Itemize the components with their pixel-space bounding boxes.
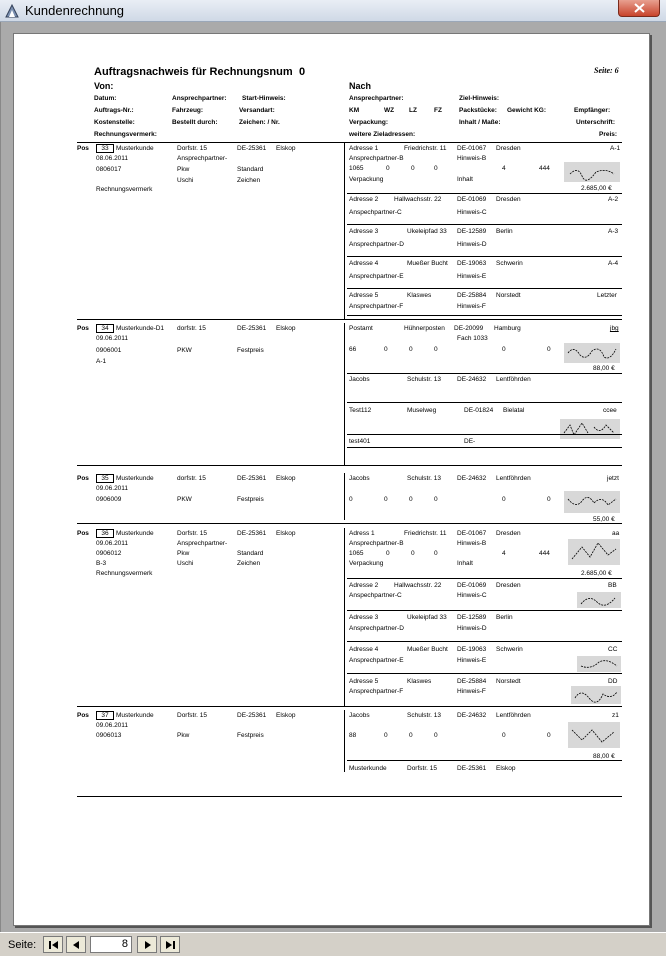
order-date: 09.06.2011: [96, 335, 129, 342]
reference-sign: Zeichen: [237, 560, 261, 567]
dest-plz: DE-12589: [457, 614, 487, 621]
next-page-icon: [142, 940, 153, 950]
pos-number: 35: [96, 474, 114, 483]
app-icon: [5, 4, 19, 18]
last-page-button[interactable]: [160, 936, 180, 953]
extra-code: B-3: [96, 560, 107, 567]
dest-street: Muselweg: [407, 407, 437, 414]
nach-heading: Nach: [349, 81, 372, 91]
dest-contact: Ansprechpartner-F: [349, 303, 404, 310]
order-date: 09.06.2011: [96, 540, 129, 547]
previous-page-icon: [71, 940, 82, 950]
dest-plz: DE-19063: [457, 646, 487, 653]
hdr-ziel-hinweis: Ziel-Hinweis:: [459, 95, 500, 102]
report-page: [13, 33, 650, 926]
close-icon: [634, 3, 645, 13]
hdr-unterschrift: Unterschrift:: [576, 119, 616, 126]
shipping-type: Standard: [237, 550, 264, 557]
weight-value: 0: [547, 496, 551, 503]
price-value: 2.685,00 €: [581, 185, 612, 192]
dest-contact: Ansprechpartner-F: [349, 688, 404, 695]
dest-code: aa: [612, 530, 620, 537]
dest-city: Lentföhrden: [496, 712, 531, 719]
dest-street: Friedrichstr. 11: [404, 530, 447, 537]
hdr-start-hinweis: Start-Hinweis:: [242, 95, 286, 102]
signature-image: [564, 491, 620, 513]
order-date: 09.06.2011: [96, 485, 129, 492]
dest-hint: Hinweis-C: [457, 592, 487, 599]
customer-city: Elskop: [276, 530, 296, 537]
order-number: 0906009: [96, 496, 122, 503]
hdr-zeichen: Zeichen: / Nr.: [239, 119, 280, 126]
pos-divider: [77, 465, 622, 466]
dest-name: test401: [349, 438, 371, 445]
previous-page-button[interactable]: [66, 936, 86, 953]
row-divider: [347, 578, 622, 579]
vehicle: PKW: [177, 496, 192, 503]
first-page-button[interactable]: [43, 936, 63, 953]
km-value: 1065: [349, 165, 364, 172]
dest-city: Lentföhrden: [496, 475, 531, 482]
wz-value: 0: [384, 346, 388, 353]
navigation-bar: [0, 932, 666, 956]
dest-street: Ukeleipfad 33: [407, 614, 447, 621]
dest-street: Mueßer Bucht: [407, 260, 448, 267]
dest-hint: Hinweis-D: [457, 241, 487, 248]
customer-plz: DE-25361: [237, 145, 267, 152]
dest-city: Dresden: [496, 196, 521, 203]
dest-plz: DE-25884: [457, 292, 487, 299]
dest-name: Adresse 2: [349, 582, 379, 589]
ordered-by: Uschi: [177, 177, 194, 184]
dest-city: Bielatal: [503, 407, 525, 414]
dest-plz: DE-24632: [457, 712, 487, 719]
row-divider: [347, 434, 622, 435]
row-divider: [347, 447, 622, 448]
customer-street: Dorfstr. 15: [177, 712, 207, 719]
weight-value: 0: [547, 346, 551, 353]
hdr-lz: LZ: [409, 107, 417, 114]
dest-contact: Ansprechpartner-B: [349, 155, 404, 162]
vehicle: Pkw: [177, 732, 190, 739]
hdr-fahrzeug: Fahrzeug:: [172, 107, 204, 114]
lz-value: 0: [411, 550, 415, 557]
dest-city: Dresden: [496, 145, 521, 152]
dest-hint: Hinweis-B: [457, 540, 487, 547]
dest-hint: Hinweis-B: [457, 155, 487, 162]
row-divider: [347, 256, 622, 257]
price-value: 2.685,00 €: [581, 570, 612, 577]
row-divider: [347, 315, 622, 316]
pos-label: Pos: [77, 145, 89, 152]
dest-street: Klaswes: [407, 678, 432, 685]
dest-street: Klaswes: [407, 292, 432, 299]
fz-value: 0: [434, 165, 438, 172]
vehicle: Pkw: [177, 550, 190, 557]
dest-plz: DE-19063: [457, 260, 487, 267]
customer-name: Musterkunde: [116, 475, 154, 482]
dest-street: Hühnerposten: [404, 325, 445, 332]
hdr-auftrags-nr: Auftrags-Nr.:: [94, 107, 134, 114]
hdr-weitere: weitere Zieladressen:: [349, 131, 416, 138]
order-date: 09.06.2011: [96, 722, 129, 729]
hdr-versandart: Versandart:: [239, 107, 275, 114]
invoice-note: Rechnungsvermerk: [96, 570, 153, 577]
dest-name: Adresse 1: [349, 145, 379, 152]
wz-value: 0: [384, 496, 388, 503]
dest-code: A-3: [608, 228, 619, 235]
dest-plz: DE-: [464, 438, 476, 445]
dest-hint: Hinweis-E: [457, 273, 487, 280]
row-divider: [347, 402, 622, 403]
dest-name: Jacobs: [349, 475, 370, 482]
dest-name: Adresse 4: [349, 646, 379, 653]
order-number: 0906013: [96, 732, 122, 739]
dest-city: Elskop: [496, 765, 516, 772]
ordered-by: Uschi: [177, 560, 194, 567]
dest-code: jbg: [610, 325, 619, 332]
dest-street: Hallwachsstr. 22: [394, 196, 442, 203]
hdr-gewicht: Gewicht KG:: [507, 107, 547, 114]
dest-contact: Ansprechpartner-D: [349, 241, 404, 248]
dest-name: Adresse 2: [349, 196, 379, 203]
first-page-icon: [48, 940, 59, 950]
dest-hint: Hinweis-C: [457, 209, 487, 216]
dest-city: Norstedt: [496, 678, 521, 685]
price-value: 88,00 €: [593, 365, 615, 372]
dest-contact: Ansprechpartner-E: [349, 273, 404, 280]
customer-street: Dorfstr. 15: [177, 145, 207, 152]
page-number-label: Seite: 6: [594, 66, 619, 75]
customer-plz: DE-25361: [237, 325, 267, 332]
signature-image: [577, 656, 621, 672]
customer-street: Dorfstr. 15: [177, 530, 207, 537]
packages-value: 4: [502, 550, 506, 557]
dest-hint: Hinweis-F: [457, 688, 486, 695]
weight-value: 444: [539, 165, 550, 172]
km-value: 0: [349, 496, 353, 503]
customer-city: Elskop: [276, 475, 296, 482]
fz-value: 0: [434, 550, 438, 557]
hdr-wz: WZ: [384, 107, 395, 114]
row-divider: [347, 288, 622, 289]
pos-label: Pos: [77, 325, 89, 332]
lz-value: 0: [409, 346, 413, 353]
dest-plz: DE-01067: [457, 145, 487, 152]
dest-plz: DE-24632: [457, 475, 487, 482]
column-divider: [344, 473, 345, 520]
weight-value: 444: [539, 550, 550, 557]
customer-plz: DE-25361: [237, 712, 267, 719]
dest-name: Adresse 3: [349, 614, 379, 621]
dest-plz: DE-01824: [464, 407, 494, 414]
packaging-value: Verpackung: [349, 176, 384, 183]
customer-street: dorfstr. 15: [177, 475, 206, 482]
fz-value: 0: [434, 496, 438, 503]
window-title: Kundenrechnung: [25, 3, 125, 18]
dest-name: Musterkunde: [349, 765, 387, 772]
packaging-value: Verpackung: [349, 560, 384, 567]
content-value: Inhalt: [457, 176, 473, 183]
dest-plz: DE-25361: [457, 765, 487, 772]
customer-city: Elskop: [276, 145, 296, 152]
dest-contact: Ansprechpartner-E: [349, 657, 404, 664]
pos-number: 37: [96, 711, 114, 720]
dest-code: A-1: [610, 145, 621, 152]
packages-value: 0: [502, 496, 506, 503]
column-divider: [344, 323, 345, 465]
row-divider: [347, 373, 622, 374]
header-divider: [77, 142, 622, 143]
dest-code: A-4: [608, 260, 619, 267]
dest-name: Jacobs: [349, 376, 370, 383]
dest-name: Adresse 5: [349, 292, 379, 299]
customer-name: Musterkunde-D1: [116, 325, 165, 332]
dest-street: Dorfstr. 15: [407, 765, 437, 772]
dest-contact: Anspechpartner-C: [349, 592, 402, 599]
customer-city: Elskop: [276, 325, 296, 332]
row-divider: [347, 641, 622, 642]
dest-street: Ukeleipfad 33: [407, 228, 447, 235]
dest-plz: DE-25884: [457, 678, 487, 685]
price-value: 88,00 €: [593, 753, 615, 760]
dest-name: Adresse 4: [349, 260, 379, 267]
dest-street: Hallwachsstr. 22: [394, 582, 442, 589]
column-divider: [344, 143, 345, 319]
signature-image: [560, 419, 620, 439]
dest-code: DD: [608, 678, 618, 685]
order-number: 0906001: [96, 347, 122, 354]
vehicle: PKW: [177, 347, 192, 354]
pos-number: 33: [96, 144, 114, 153]
dest-hint: Hinweis-F: [457, 303, 486, 310]
hdr-rechnungsvermerk: Rechnungsvermerk:: [94, 131, 157, 138]
pos-label: Pos: [77, 712, 89, 719]
dest-city: Schwerin: [496, 260, 523, 267]
hdr-inhalt: Inhalt / Maße:: [459, 119, 501, 126]
dest-plz: DE-01069: [457, 196, 487, 203]
signature-image: [564, 343, 620, 363]
dest-contact: Anspechpartner-C: [349, 209, 402, 216]
invoice-note: Rechnungsvermerk: [96, 186, 153, 193]
pos-divider: [77, 523, 622, 524]
dest-city: Berlin: [496, 228, 513, 235]
row-divider: [347, 224, 622, 225]
row-divider: [347, 760, 622, 761]
dest-code: jetzt: [607, 475, 619, 482]
report-end-divider: [77, 796, 622, 797]
hdr-verpackung: Verpackung:: [349, 119, 389, 126]
lz-value: 0: [409, 496, 413, 503]
dest-city: Dresden: [496, 530, 521, 537]
dest-street: Schulstr. 13: [407, 712, 441, 719]
customer-plz: DE-25361: [237, 530, 267, 537]
km-value: 1065: [349, 550, 364, 557]
customer-street: dorfstr. 15: [177, 325, 206, 332]
dest-plz: DE-12589: [457, 228, 487, 235]
price-value: 55,00 €: [593, 516, 615, 523]
packages-value: 0: [502, 732, 506, 739]
dest-name: Jacobs: [349, 712, 370, 719]
row-divider: [347, 610, 622, 611]
shipping-type: Festpreis: [237, 347, 264, 354]
hdr-datum: Datum:: [94, 95, 117, 102]
customer-plz: DE-25361: [237, 475, 267, 482]
wz-value: 0: [384, 732, 388, 739]
contact-person: Ansprechpartner-: [177, 540, 228, 547]
dest-city: Norstedt: [496, 292, 521, 299]
reference-sign: Zeichen: [237, 177, 261, 184]
column-divider: [344, 528, 345, 706]
dest-code: Letzter: [597, 292, 617, 299]
page-number-input[interactable]: 8: [90, 936, 132, 953]
signature-image: [564, 162, 620, 182]
report-viewer[interactable]: [0, 22, 666, 932]
close-button[interactable]: [618, 0, 660, 17]
hdr-ansprechpartner: Ansprechpartner:: [172, 95, 227, 102]
column-divider: [344, 710, 345, 772]
dest-city: Dresden: [496, 582, 521, 589]
pos-divider: [77, 706, 622, 707]
dest-name: Test112: [349, 407, 372, 414]
dest-city: Berlin: [496, 614, 513, 621]
hdr-bestellt-durch: Bestellt durch:: [172, 119, 218, 126]
weight-value: 0: [547, 732, 551, 739]
hdr-kostenstelle: Kostenstelle:: [94, 119, 135, 126]
dest-code: ccee: [603, 407, 617, 414]
dest-street: Schulstr. 13: [407, 475, 441, 482]
lz-value: 0: [411, 165, 415, 172]
shipping-type: Festpreis: [237, 732, 264, 739]
signature-image: [571, 686, 621, 704]
po-box: Fach 1033: [457, 335, 488, 342]
dest-code: BB: [608, 582, 617, 589]
dest-city: Lentföhrden: [496, 376, 531, 383]
dest-street: Mueßer Bucht: [407, 646, 448, 653]
dest-plz: DE-01067: [457, 530, 487, 537]
last-page-icon: [165, 940, 176, 950]
dest-plz: DE-01069: [457, 582, 487, 589]
customer-name: Musterkunde: [116, 530, 154, 537]
invoice-number: 0: [299, 66, 306, 78]
extra-code: A-1: [96, 358, 107, 365]
dest-name: Postamt: [349, 325, 373, 332]
dest-city: Schwerin: [496, 646, 523, 653]
customer-name: Musterkunde: [116, 712, 154, 719]
vehicle: Pkw: [177, 166, 190, 173]
wz-value: 0: [386, 165, 390, 172]
content-value: Inhalt: [457, 560, 473, 567]
dest-name: Adresse 5: [349, 678, 379, 685]
packages-value: 0: [502, 346, 506, 353]
dest-street: Friedrichstr. 11: [404, 145, 447, 152]
pos-number: 36: [96, 529, 114, 538]
von-heading: Von:: [94, 81, 114, 91]
lz-value: 0: [409, 732, 413, 739]
dest-plz: DE-20099: [454, 325, 484, 332]
fz-value: 0: [434, 346, 438, 353]
pos-label: Pos: [77, 530, 89, 537]
dest-hint: Hinweis-D: [457, 625, 487, 632]
wz-value: 0: [386, 550, 390, 557]
km-value: 88: [349, 732, 357, 739]
order-date: 08.06.2011: [96, 155, 129, 162]
page-label: Seite:: [8, 939, 37, 951]
dest-city: Hamburg: [494, 325, 521, 332]
contact-person: Ansprechpartner-: [177, 155, 228, 162]
km-value: 66: [349, 346, 357, 353]
report-title: Auftragsnachweis für Rechnungsnum: [94, 66, 293, 78]
signature-image: [577, 592, 621, 608]
dest-name: Adress 1: [349, 530, 375, 537]
dest-hint: Hinweis-E: [457, 657, 487, 664]
dest-name: Adresse 3: [349, 228, 379, 235]
packages-value: 4: [502, 165, 506, 172]
hdr-fz: FZ: [434, 107, 442, 114]
dest-street: Schulstr. 13: [407, 376, 441, 383]
dest-code: A-2: [608, 196, 619, 203]
pos-number: 34: [96, 324, 114, 333]
dest-code: CC: [608, 646, 618, 653]
hdr-packstuecke: Packstücke:: [459, 107, 497, 114]
hdr-n-ansprechpartner: Ansprechpartner:: [349, 95, 404, 102]
order-number: 0906012: [96, 550, 122, 557]
order-number: 0806017: [96, 166, 122, 173]
shipping-type: Standard: [237, 166, 264, 173]
hdr-km: KM: [349, 107, 360, 114]
dest-contact: Ansprechpartner-D: [349, 625, 404, 632]
signature-image: [568, 722, 620, 748]
shipping-type: Festpreis: [237, 496, 264, 503]
signature-image: [568, 539, 620, 565]
dest-contact: Ansprechpartner-B: [349, 540, 404, 547]
hdr-preis: Preis:: [599, 131, 618, 138]
customer-name: Musterkunde: [116, 145, 154, 152]
hdr-empfaenger: Empfänger:: [574, 107, 611, 114]
dest-code: z1: [612, 712, 619, 719]
next-page-button[interactable]: [137, 936, 157, 953]
customer-city: Elskop: [276, 712, 296, 719]
row-divider: [347, 673, 622, 674]
title-bar: [0, 0, 666, 22]
pos-divider: [77, 319, 622, 320]
row-divider: [347, 193, 622, 194]
fz-value: 0: [434, 732, 438, 739]
dest-plz: DE-24632: [457, 376, 487, 383]
pos-label: Pos: [77, 475, 89, 482]
